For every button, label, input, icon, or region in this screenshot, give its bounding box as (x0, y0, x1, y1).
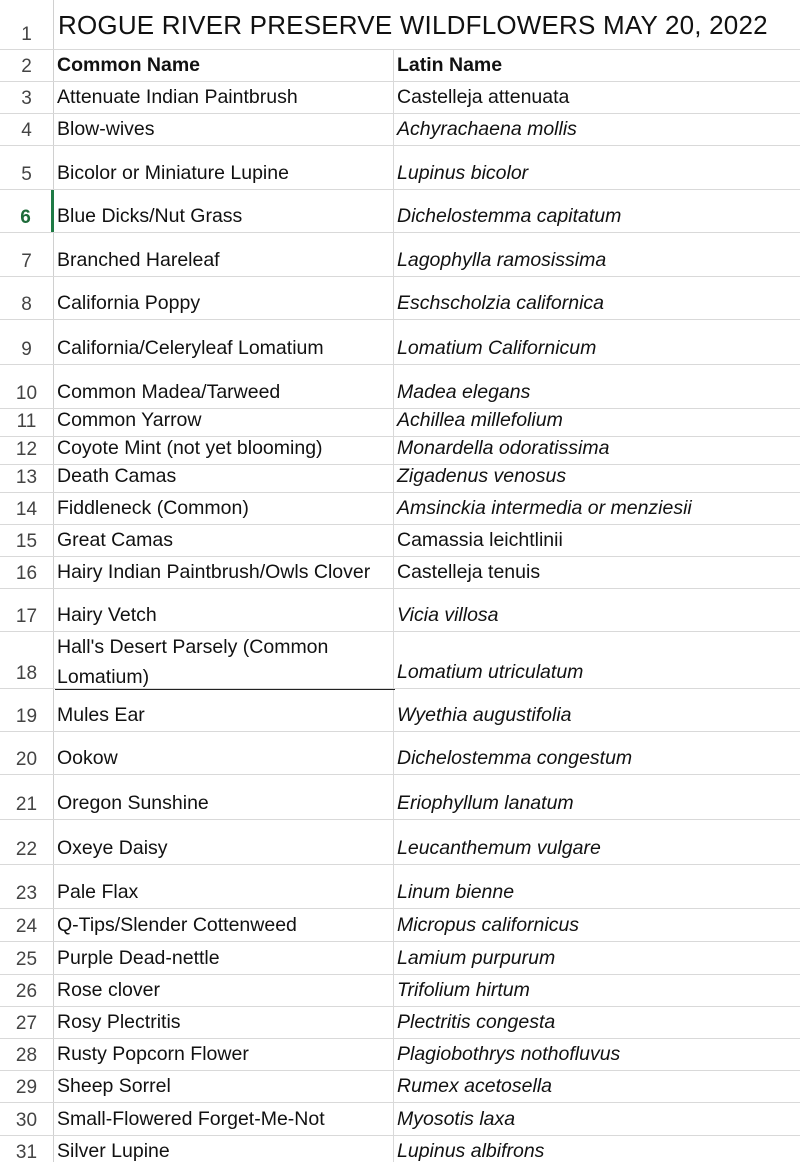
table-row[interactable] (0, 632, 800, 689)
cell-common-name[interactable]: Oregon Sunshine (55, 775, 394, 819)
cell-common-name[interactable]: Common Yarrow (55, 409, 394, 436)
cell-common-name[interactable]: Bicolor or Miniature Lupine (55, 146, 394, 189)
cell-latin-name[interactable]: Vicia villosa (397, 604, 499, 626)
row-number[interactable]: 12 (0, 437, 54, 464)
row-number[interactable]: 22 (0, 820, 54, 864)
cell-common-name[interactable]: Sheep Sorrel (55, 1071, 394, 1102)
cell-latin-name[interactable]: Lupinus albifrons (397, 1140, 545, 1162)
cell-latin-name[interactable]: Linum bienne (397, 881, 515, 903)
table-row[interactable] (0, 114, 800, 146)
table-row[interactable] (0, 82, 800, 114)
table-row[interactable] (0, 493, 800, 525)
table-row[interactable] (0, 1007, 800, 1039)
cell-latin-name[interactable]: Zigadenus venosus (397, 465, 567, 487)
cell-common-name[interactable]: Death Camas (55, 465, 394, 492)
row-number[interactable]: 1 (0, 0, 54, 49)
cell-common-name[interactable]: Pale Flax (55, 865, 394, 908)
cell-latin-name[interactable]: Myosotis laxa (397, 1108, 516, 1130)
cell-latin-name[interactable]: Lomatium utriculatum (397, 661, 584, 683)
table-row[interactable] (0, 820, 800, 865)
cell-common-name[interactable]: Hairy Vetch (55, 589, 394, 631)
table-row[interactable] (0, 146, 800, 190)
sheet-row[interactable] (0, 0, 800, 50)
cell-common-name[interactable]: Ookow (55, 732, 394, 774)
row-number[interactable]: 25 (0, 942, 54, 974)
row-number[interactable]: 2 (0, 50, 54, 81)
cell-latin-name[interactable]: Camassia leichtlinii (397, 529, 563, 551)
row-number[interactable]: 5 (0, 146, 54, 189)
header-common-name[interactable]: Common Name (55, 50, 394, 81)
cell-common-name[interactable]: Q-Tips/Slender Cottenweed (55, 909, 394, 941)
cell-common-name[interactable]: California Poppy (55, 277, 394, 319)
row-number[interactable]: 14 (0, 493, 54, 524)
table-row[interactable] (0, 190, 800, 233)
cell-latin-name[interactable]: Amsinckia intermedia or menziesii (397, 497, 692, 519)
cell-common-name[interactable]: Hall's Desert Parsely (Common Lomatium) (55, 632, 394, 688)
table-row[interactable] (0, 589, 800, 632)
cell-latin-name[interactable]: Lomatium Californicum (397, 337, 597, 359)
row-number[interactable]: 27 (0, 1007, 54, 1038)
row-number[interactable]: 15 (0, 525, 54, 556)
cell-bottom-border (55, 689, 395, 690)
row-number[interactable]: 8 (0, 277, 54, 319)
cell-latin-name[interactable]: Rumex acetosella (397, 1075, 552, 1097)
table-row[interactable] (0, 465, 800, 493)
table-row[interactable] (0, 277, 800, 320)
row-number[interactable]: 6 (0, 190, 54, 232)
table-row[interactable] (0, 1136, 800, 1162)
row-number[interactable]: 24 (0, 909, 54, 941)
table-row[interactable] (0, 525, 800, 557)
row-number[interactable]: 11 (0, 409, 54, 436)
cell-common-name[interactable]: Coyote Mint (not yet blooming) (55, 437, 394, 464)
table-row[interactable] (0, 1039, 800, 1071)
cell-common-name[interactable]: Rusty Popcorn Flower (55, 1039, 394, 1070)
row-number[interactable]: 16 (0, 557, 54, 588)
header-latin-name[interactable]: Latin Name (397, 54, 503, 76)
row-number[interactable]: 10 (0, 365, 54, 408)
row-number[interactable]: 23 (0, 865, 54, 908)
cell-common-name[interactable]: Attenuate Indian Paintbrush (55, 82, 394, 113)
cell-latin-name[interactable]: Wyethia augustifolia (397, 704, 572, 726)
row-number[interactable]: 20 (0, 732, 54, 774)
table-row[interactable] (0, 557, 800, 589)
cell-common-name[interactable]: Blow-wives (55, 114, 394, 145)
cell-common-name[interactable]: Purple Dead-nettle (55, 942, 394, 974)
table-row[interactable] (0, 689, 800, 732)
table-row[interactable] (0, 732, 800, 775)
row-number[interactable]: 28 (0, 1039, 54, 1070)
cell-latin-name[interactable]: Dichelostemma congestum (397, 747, 633, 769)
table-row[interactable] (0, 775, 800, 820)
cell-common-name[interactable]: Hairy Indian Paintbrush/Owls Clover (55, 557, 394, 588)
cell-latin-name[interactable]: Plagiobothrys nothofluvus (397, 1043, 621, 1065)
cell-latin-name[interactable]: Lupinus bicolor (397, 162, 529, 184)
table-row[interactable] (0, 320, 800, 365)
cell-latin-name[interactable]: Monardella odoratissima (397, 437, 610, 459)
cell-common-name[interactable]: Blue Dicks/Nut Grass (55, 190, 394, 232)
cell-latin-name[interactable]: Lagophylla ramosissima (397, 249, 607, 271)
row-number[interactable]: 3 (0, 82, 54, 113)
cell-common-name[interactable]: California/Celeryleaf Lomatium (55, 320, 394, 364)
row-number[interactable]: 4 (0, 114, 54, 145)
table-row[interactable] (0, 865, 800, 909)
sheet-row[interactable] (0, 50, 800, 82)
table-row[interactable] (0, 909, 800, 942)
cell-latin-name[interactable]: Lamium purpurum (397, 947, 556, 969)
cell-common-name[interactable]: Branched Hareleaf (55, 233, 394, 276)
cell-latin-name[interactable]: Eriophyllum lanatum (397, 792, 574, 814)
table-row[interactable] (0, 942, 800, 975)
cell-latin-name[interactable]: Leucanthemum vulgare (397, 837, 601, 859)
cell-common-name[interactable]: Fiddleneck (Common) (55, 493, 394, 524)
cell-latin-name[interactable]: Achillea millefolium (397, 409, 563, 431)
cell-latin-name[interactable]: Dichelostemma capitatum (397, 205, 622, 227)
cell-latin-name[interactable]: Achyrachaena mollis (397, 118, 577, 140)
row-number[interactable]: 26 (0, 975, 54, 1006)
row-number[interactable]: 7 (0, 233, 54, 276)
sheet-title[interactable]: ROGUE RIVER PRESERVE WILDFLOWERS MAY 20, 2022 (58, 10, 768, 40)
cell-latin-name[interactable]: Eschscholzia californica (397, 292, 605, 314)
cell-latin-name[interactable]: Castelleja tenuis (397, 561, 541, 583)
row-number[interactable]: 30 (0, 1103, 54, 1135)
table-row[interactable] (0, 233, 800, 277)
cell-common-name[interactable]: Rosy Plectritis (55, 1007, 394, 1038)
cell-latin-name[interactable]: Trifolium hirtum (397, 979, 530, 1001)
cell-common-name[interactable]: Small-Flowered Forget-Me-Not (55, 1103, 394, 1135)
table-row[interactable] (0, 1103, 800, 1136)
cell-latin-name[interactable]: Micropus californicus (397, 914, 580, 936)
cell-common-name[interactable]: Mules Ear (55, 689, 394, 731)
row-number[interactable]: 17 (0, 589, 54, 631)
table-row[interactable] (0, 365, 800, 409)
cell-common-name[interactable]: Oxeye Daisy (55, 820, 394, 864)
row-number[interactable]: 13 (0, 465, 54, 492)
row-number[interactable]: 18 (0, 632, 54, 688)
table-row[interactable] (0, 1071, 800, 1103)
row-number[interactable]: 31 (0, 1136, 54, 1162)
cell-common-name[interactable]: Silver Lupine (55, 1136, 394, 1162)
cell-common-name[interactable]: Great Camas (55, 525, 394, 556)
table-row[interactable] (0, 975, 800, 1007)
cell-latin-name[interactable]: Plectritis congesta (397, 1011, 556, 1033)
cell-latin-name[interactable]: Madea elegans (397, 381, 531, 403)
row-number[interactable]: 9 (0, 320, 54, 364)
cell-latin-name[interactable]: Castelleja attenuata (397, 86, 570, 108)
cell-common-name[interactable]: Common Madea/Tarweed (55, 365, 394, 408)
cell-common-name[interactable]: Rose clover (55, 975, 394, 1006)
row-number[interactable]: 29 (0, 1071, 54, 1102)
row-number[interactable]: 21 (0, 775, 54, 819)
row-number[interactable]: 19 (0, 689, 54, 731)
